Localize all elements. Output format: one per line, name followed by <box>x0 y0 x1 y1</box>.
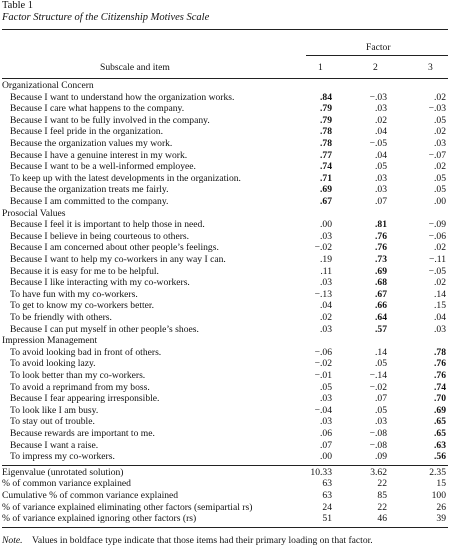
item-text: Because I am concerned about other people’s feelings. <box>10 242 219 254</box>
loading-factor-3: .69 <box>434 404 446 416</box>
loading-factor-2: .07 <box>375 196 387 207</box>
loading-factor-2: .05 <box>375 161 387 173</box>
loading-factor-3: .15 <box>434 300 446 312</box>
loading-factor-3: .05 <box>434 114 446 126</box>
loading-factor-2: −.03 <box>369 91 387 103</box>
item-text: Because I want a raise. <box>10 439 99 451</box>
loading-factor-3: .56 <box>434 451 446 463</box>
loading-factor-1: .19 <box>320 254 332 265</box>
loading-factor-2: .09 <box>375 451 387 463</box>
loading-factor-1: .03 <box>320 393 332 405</box>
loading-factor-3: −.07 <box>428 149 446 161</box>
loading-factor-2: .81 <box>375 219 387 231</box>
summary-value-factor-3: 100 <box>431 490 446 501</box>
loading-factor-2: .04 <box>375 126 387 138</box>
section-heading: Organizational Concern <box>2 80 94 91</box>
summary-value-factor-3: 15 <box>436 478 446 490</box>
loading-factor-1: .84 <box>320 91 332 103</box>
loading-factor-2: .02 <box>375 114 387 126</box>
loading-factor-3: .70 <box>434 393 446 405</box>
loading-factor-1: .74 <box>320 161 332 173</box>
item-text: Because I want to be a well-informed employee. <box>10 161 196 173</box>
factor-2-header: 2 <box>373 62 378 73</box>
loading-factor-3: .76 <box>434 370 446 381</box>
loading-factor-1: −.02 <box>314 358 332 370</box>
factor-group-header: Factor <box>366 42 391 53</box>
item-text: Because I want to help my co-workers in any way I can. <box>10 254 226 265</box>
item-text: Because I believe in being courteous to others. <box>10 230 190 242</box>
loading-factor-3: .02 <box>434 242 446 254</box>
loading-factor-2: .66 <box>375 300 387 312</box>
loading-factor-2: .03 <box>375 172 387 184</box>
summary-value-factor-2: 3.62 <box>370 466 387 478</box>
summary-value-factor-1: 10.33 <box>310 466 332 478</box>
item-text: Because I fear appearing irresponsible. <box>10 393 160 405</box>
loading-factor-1: .78 <box>320 138 332 149</box>
loading-factor-3: −.11 <box>428 254 446 265</box>
loading-factor-3: .65 <box>434 428 446 439</box>
summary-value-factor-1: 51 <box>322 513 332 525</box>
loading-factor-3: .74 <box>434 381 446 393</box>
loading-factor-1: .04 <box>320 300 332 312</box>
loading-factor-3: .76 <box>434 358 446 370</box>
loading-factor-1: .06 <box>320 428 332 439</box>
loading-factor-3: .04 <box>434 312 446 323</box>
loading-factor-3: −.05 <box>428 265 446 277</box>
summary-value-factor-3: 26 <box>436 501 446 513</box>
loading-factor-2: .68 <box>375 277 387 289</box>
note-label: Note. <box>2 534 23 546</box>
loading-factor-2: .73 <box>375 254 387 265</box>
loading-factor-3: .63 <box>434 439 446 451</box>
loading-factor-3: .02 <box>434 277 446 289</box>
loading-factor-2: .05 <box>375 404 387 416</box>
table-title: Factor Structure of the Citizenship Motives Scale <box>2 12 210 23</box>
loading-factor-3: .03 <box>434 323 446 335</box>
section-heading: Prosocial Values <box>2 207 66 219</box>
item-text: Because I am committed to the company. <box>10 196 169 207</box>
loading-factor-1: .00 <box>320 219 332 231</box>
loading-factor-2: .04 <box>375 149 387 161</box>
table-label: Table 1 <box>2 0 34 11</box>
subscale-item-header: Subscale and item <box>100 62 170 73</box>
loading-factor-2: .03 <box>375 103 387 115</box>
header-rule <box>2 78 448 79</box>
summary-value-factor-2: 22 <box>377 501 387 513</box>
loading-factor-3: .03 <box>434 138 446 149</box>
loading-factor-2: −.08 <box>369 428 387 439</box>
loading-factor-1: .69 <box>320 184 332 196</box>
item-text: Because I want to understand how the organization works. <box>10 91 235 103</box>
loading-factor-1: −.02 <box>314 242 332 254</box>
bottom-rule <box>2 527 448 528</box>
loading-factor-1: .03 <box>320 416 332 428</box>
item-text: To keep up with the latest developments in the organization. <box>10 172 241 184</box>
loading-factor-1: −.13 <box>314 288 332 300</box>
loading-factor-1: .71 <box>320 172 332 184</box>
loading-factor-2: .03 <box>375 184 387 196</box>
item-text: Because I care what happens to the company. <box>10 103 185 115</box>
loading-factor-2: −.02 <box>369 381 387 393</box>
item-text: To impress my co-workers. <box>10 451 115 463</box>
item-text: Because the organization treats me fairly. <box>10 184 169 196</box>
item-text: Because I feel it is important to help those in need. <box>10 219 205 231</box>
loading-factor-1: .02 <box>320 312 332 323</box>
loading-factor-1: .79 <box>320 114 332 126</box>
loading-factor-2: .05 <box>375 358 387 370</box>
loading-factor-3: .05 <box>434 172 446 184</box>
top-rule <box>2 29 448 30</box>
loading-factor-3: .14 <box>434 288 446 300</box>
loading-factor-1: .07 <box>320 439 332 451</box>
item-text: To look better than my co-workers. <box>10 370 146 381</box>
summary-label: Cumulative % of common variance explained <box>2 490 179 501</box>
loading-factor-1: .11 <box>320 265 332 277</box>
loading-factor-3: .02 <box>434 91 446 103</box>
loading-factor-2: −.08 <box>369 439 387 451</box>
loading-factor-1: .05 <box>320 381 332 393</box>
loading-factor-1: .03 <box>320 230 332 242</box>
item-text: Because I have a genuine interest in my work. <box>10 149 188 161</box>
summary-label: % of variance explained ignoring other factors (rs) <box>2 513 197 525</box>
item-text: To avoid a reprimand from my boss. <box>10 381 150 393</box>
loading-factor-1: .77 <box>320 149 332 161</box>
item-text: To look like I am busy. <box>10 404 99 416</box>
loading-factor-3: .65 <box>434 416 446 428</box>
summary-label: Eigenvalue (unrotated solution) <box>2 466 124 478</box>
item-text: Because I want to be fully involved in the company. <box>10 114 210 126</box>
loading-factor-2: −.05 <box>369 138 387 149</box>
loading-factor-2: .76 <box>375 230 387 242</box>
loading-factor-2: .57 <box>375 323 387 335</box>
item-text: Because I can put myself in other people’s shoes. <box>10 323 199 335</box>
loading-factor-1: −.04 <box>314 404 332 416</box>
loading-factor-1: .03 <box>320 323 332 335</box>
loading-factor-2: .03 <box>375 416 387 428</box>
item-text: To get to know my co-workers better. <box>10 300 154 312</box>
loading-factor-3: .78 <box>434 346 446 358</box>
item-text: Because rewards are important to me. <box>10 428 155 439</box>
summary-value-factor-2: 85 <box>377 490 387 501</box>
summary-value-factor-2: 46 <box>377 513 387 525</box>
summary-value-factor-1: 63 <box>322 490 332 501</box>
note-text: Values in boldface type indicate that those items had their primary loading on that factor. <box>31 534 373 546</box>
loading-factor-1: .79 <box>320 103 332 115</box>
item-text: Because the organization values my work. <box>10 138 173 149</box>
loading-factor-3: .02 <box>434 161 446 173</box>
loading-factor-2: .07 <box>375 393 387 405</box>
item-text: To stay out of trouble. <box>10 416 95 428</box>
section-heading: Impression Management <box>2 335 98 347</box>
summary-label: % of variance explained eliminating other factors (semipartial rs) <box>2 501 253 513</box>
item-text: To avoid looking bad in front of others. <box>10 346 162 358</box>
item-text: Because I like interacting with my co-workers. <box>10 277 190 289</box>
loading-factor-3: −.09 <box>428 219 446 231</box>
item-text: To have fun with my co-workers. <box>10 288 138 300</box>
loading-factor-3: −.06 <box>428 230 446 242</box>
item-text: To avoid looking lazy. <box>10 358 96 370</box>
loading-factor-2: .69 <box>375 265 387 277</box>
loading-factor-2: .14 <box>375 346 387 358</box>
factor-3-header: 3 <box>428 62 433 73</box>
loading-factor-2: .67 <box>375 288 387 300</box>
summary-value-factor-1: 24 <box>322 501 332 513</box>
item-text: Because it is easy for me to be helpful. <box>10 265 159 277</box>
loading-factor-2: −.14 <box>369 370 387 381</box>
loading-factor-1: −.01 <box>314 370 332 381</box>
summary-value-factor-2: 22 <box>377 478 387 490</box>
item-text: To be friendly with others. <box>10 312 112 323</box>
loading-factor-1: .67 <box>320 196 332 207</box>
summary-value-factor-1: 63 <box>322 478 332 490</box>
loading-factor-3: .02 <box>434 126 446 138</box>
summary-value-factor-3: 39 <box>436 513 446 525</box>
loading-factor-3: −.03 <box>428 103 446 115</box>
summary-value-factor-3: 2.35 <box>429 466 446 478</box>
loading-factor-1: −.06 <box>314 346 332 358</box>
loading-factor-1: .78 <box>320 126 332 138</box>
summary-rule <box>2 465 448 466</box>
loading-factor-3: .00 <box>434 196 446 207</box>
loading-factor-2: .76 <box>375 242 387 254</box>
item-text: Because I feel pride in the organization. <box>10 126 163 138</box>
loading-factor-3: .05 <box>434 184 446 196</box>
summary-label: % of common variance explained <box>2 478 131 490</box>
loading-factor-2: .64 <box>375 312 387 323</box>
loading-factor-1: .03 <box>320 277 332 289</box>
loading-factor-1: .00 <box>320 451 332 463</box>
factor-group-underline <box>306 55 448 56</box>
factor-1-header: 1 <box>318 62 323 73</box>
